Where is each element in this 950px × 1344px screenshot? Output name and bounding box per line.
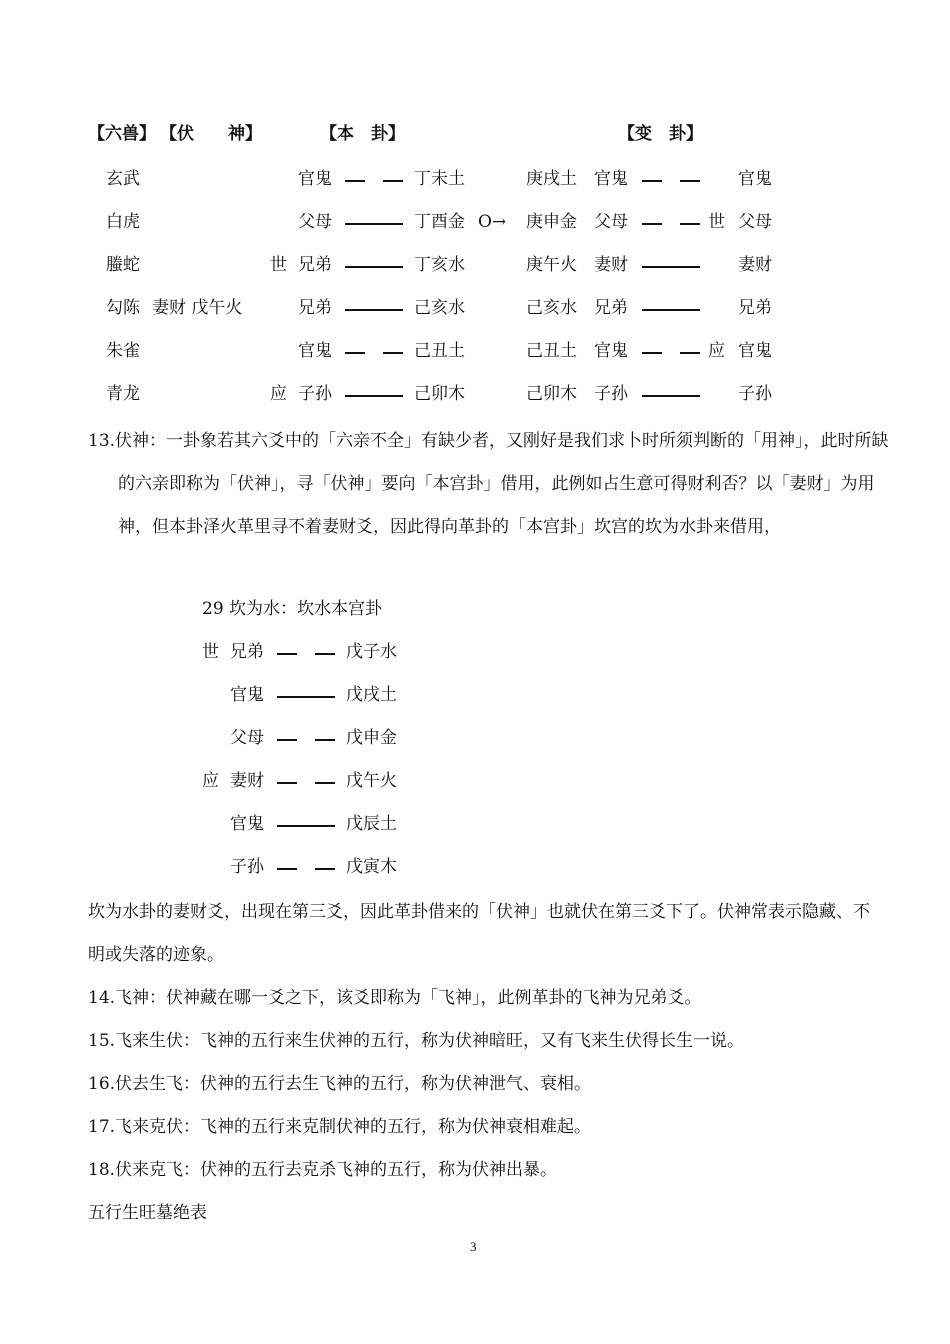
kan-yin-line-left (277, 868, 297, 870)
bian-gua-yang-line (642, 309, 700, 311)
kan-yang-line (277, 825, 335, 827)
bian-gua-yin-line-right (680, 223, 700, 225)
kan-yin-line-right (315, 868, 335, 870)
six-relative: 兄弟 (298, 255, 332, 275)
changed-relative: 官鬼 (594, 169, 628, 189)
changed-branch: 庚午火 (526, 255, 577, 275)
changed-relative-right: 官鬼 (738, 341, 772, 361)
item-18: 18.伏来克飞：伏神的五行去克杀飞神的五行，称为伏神出暴。 (88, 1160, 558, 1180)
branch-element: 丁酉金 (414, 212, 465, 232)
header-fushen: 【伏 神】 (160, 124, 262, 144)
kan-yang-line (277, 696, 335, 698)
kan-relative: 官鬼 (230, 814, 264, 834)
six-relative: 官鬼 (298, 169, 332, 189)
ben-gua-yin-line-left (345, 180, 365, 182)
changed-relative: 兄弟 (594, 298, 628, 318)
bian-gua-yin-line-right (680, 180, 700, 182)
bian-gua-yang-line (642, 266, 700, 268)
bian-gua-yin-line-left (642, 223, 662, 225)
kan-title: 29 坎为水：坎水本宫卦 (202, 599, 383, 619)
changed-branch: 庚戌土 (526, 169, 577, 189)
six-beast: 勾陈 (106, 298, 140, 318)
six-relative: 兄弟 (298, 298, 332, 318)
kan-shi-ying: 世 (202, 642, 219, 662)
header-liushou: 【六兽】 (88, 124, 156, 144)
moving-line-mark: O→ (478, 212, 507, 232)
kan-branch: 戊子水 (346, 642, 397, 662)
kan-branch: 戊申金 (346, 728, 397, 748)
ben-gua-yin-line-right (383, 180, 403, 182)
six-beast: 玄武 (106, 169, 140, 189)
kan-yin-line-right (315, 782, 335, 784)
changed-relative-right: 妻财 (738, 255, 772, 275)
item-17: 17.飞来克伏：飞神的五行来克制伏神的五行，称为伏神衰相难起。 (88, 1117, 592, 1137)
shi-ying-mark: 应 (270, 384, 287, 404)
item-15: 15.飞来生伏：飞神的五行来生伏神的五行，称为伏神暗旺，又有飞来生伏得长生一说。 (88, 1031, 745, 1051)
item-16: 16.伏去生飞：伏神的五行去生飞神的五行，称为伏神泄气、衰相。 (88, 1074, 592, 1094)
branch-element: 丁亥水 (414, 255, 465, 275)
kan-yin-line-left (277, 653, 297, 655)
branch-element: 己亥水 (414, 298, 465, 318)
changed-relative-right: 官鬼 (738, 169, 772, 189)
changed-shi-ying: 应 (708, 341, 725, 361)
bian-gua-yin-line-left (642, 352, 662, 354)
changed-relative: 妻财 (594, 255, 628, 275)
ben-gua-yang-line (345, 309, 403, 311)
changed-branch: 己卯木 (526, 384, 577, 404)
kan-yin-line-right (315, 739, 335, 741)
page-number: 3 (470, 1239, 477, 1254)
shi-ying-mark: 世 (270, 255, 287, 275)
kan-yin-line-left (277, 739, 297, 741)
fushen-cell: 妻财 戊午火 (152, 298, 243, 318)
kan-branch: 戊戌土 (346, 685, 397, 705)
item-14-feishen: 14.飞神：伏神藏在哪一爻之下，该爻即称为「飞神」，此例革卦的飞神为兄弟爻。 (88, 988, 702, 1008)
kan-relative: 官鬼 (230, 685, 264, 705)
changed-relative-right: 父母 (738, 212, 772, 232)
kan-yin-line-right (315, 653, 335, 655)
six-beast: 青龙 (106, 384, 140, 404)
changed-branch: 庚申金 (526, 212, 577, 232)
kan-yin-line-left (277, 782, 297, 784)
six-relative: 官鬼 (298, 341, 332, 361)
bian-gua-yin-line-right (680, 352, 700, 354)
header-bengua: 【本 卦】 (320, 124, 405, 144)
six-beast: 白虎 (106, 212, 140, 232)
changed-relative: 子孙 (594, 384, 628, 404)
kan-branch: 戊辰土 (346, 814, 397, 834)
branch-element: 丁未土 (414, 169, 465, 189)
item-13-fushen: 13.伏神：一卦象若其六爻中的「六亲不全」有缺少者，又刚好是我们求卜时所须判断的「用神」，此时所缺的六亲即称为「伏神」，寻「伏神」要向「本宫卦」借用，此例如占生意可得财利否？以「妻财」为用神，但本卦泽火革里寻不着妻财爻，因此得向革卦的「本宫卦」坎宫的坎为水卦来借用， (88, 431, 889, 537)
ben-gua-yang-line (345, 395, 403, 397)
six-relative: 父母 (298, 212, 332, 232)
kan-relative: 兄弟 (230, 642, 264, 662)
changed-relative-right: 兄弟 (738, 298, 772, 318)
kan-relative: 妻财 (230, 771, 264, 791)
bian-gua-yang-line (642, 395, 700, 397)
changed-shi-ying: 世 (708, 212, 725, 232)
ben-gua-yin-line-left (345, 352, 365, 354)
kan-shi-ying: 应 (202, 771, 219, 791)
changed-branch: 己丑土 (526, 341, 577, 361)
changed-relative-right: 子孙 (738, 384, 772, 404)
kan-relative: 子孙 (230, 857, 264, 877)
ben-gua-yin-line-right (383, 352, 403, 354)
kan-branch: 戊寅木 (346, 857, 397, 877)
table-title: 五行生旺墓绝表 (88, 1203, 207, 1223)
changed-relative: 官鬼 (594, 341, 628, 361)
six-beast: 螣蛇 (106, 255, 140, 275)
six-beast: 朱雀 (106, 341, 140, 361)
bian-gua-yin-line-left (642, 180, 662, 182)
header-biangua: 【变 卦】 (618, 124, 703, 144)
ben-gua-yang-line (345, 223, 403, 225)
branch-element: 己卯木 (414, 384, 465, 404)
changed-branch: 己亥水 (526, 298, 577, 318)
kan-branch: 戊午火 (346, 771, 397, 791)
six-relative: 子孙 (298, 384, 332, 404)
changed-relative: 父母 (594, 212, 628, 232)
ben-gua-yang-line (345, 266, 403, 268)
kan-note: 坎为水卦的妻财爻，出现在第三爻，因此革卦借来的「伏神」也就伏在第三爻下了。伏神常表示隐藏、不明或失落的迹象。 (88, 902, 870, 965)
branch-element: 己丑土 (414, 341, 465, 361)
kan-relative: 父母 (230, 728, 264, 748)
